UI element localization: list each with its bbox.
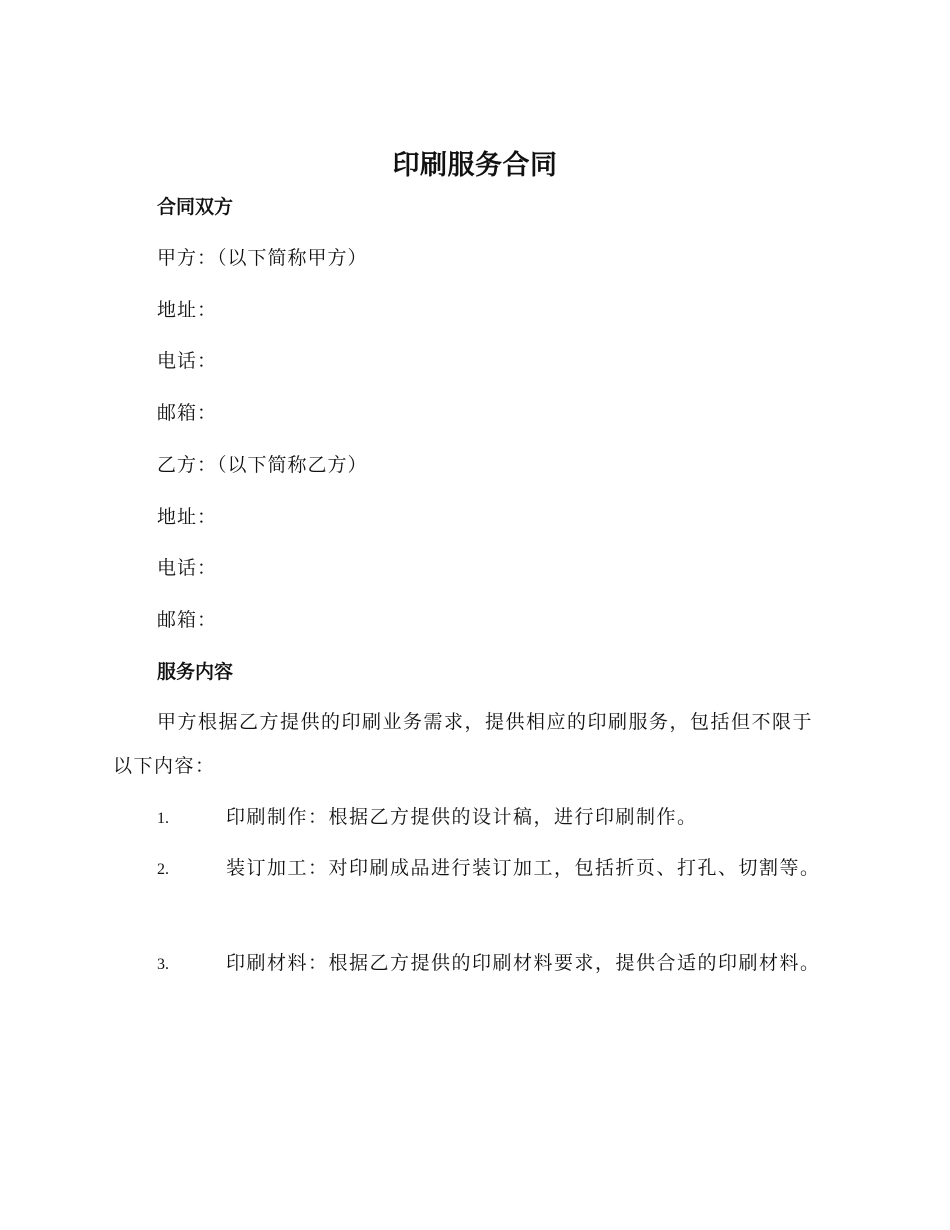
section-heading-parties: 合同双方 [157,196,234,218]
service-item [113,795,833,841]
service-item-text: 装订加工：对印刷成品进行装订加工，包括折页、打孔、切割等。 [226,857,821,879]
party-a-email: 邮箱： [157,402,218,424]
services-intro-paragraph: 甲方根据乙方提供的印刷业务需求，提供相应的印刷服务，包括但不限于以下内容： [113,711,814,777]
service-item-number: 1. [157,810,169,827]
party-a-phone: 电话： [157,350,218,372]
service-item [113,941,833,987]
party-a-address: 地址： [157,299,218,321]
section-heading-services: 服务内容 [157,661,234,683]
service-item-text: 印刷制作：根据乙方提供的设计稿，进行印刷制作。 [226,806,698,828]
party-b-name-line: 乙方：（以下简称乙方） [157,454,368,476]
party-b-phone: 电话： [157,557,218,579]
service-item [113,846,833,892]
party-a-name-line: 甲方：（以下简称甲方） [157,247,368,269]
party-b-email: 邮箱： [157,609,218,631]
document-title: 印刷服务合同 [392,150,558,181]
service-item-number: 3. [157,956,169,973]
service-item-text: 印刷材料：根据乙方提供的印刷材料要求，提供合适的印刷材料。 [226,952,821,974]
service-item-number: 2. [157,861,169,878]
party-b-address: 地址： [157,506,218,528]
